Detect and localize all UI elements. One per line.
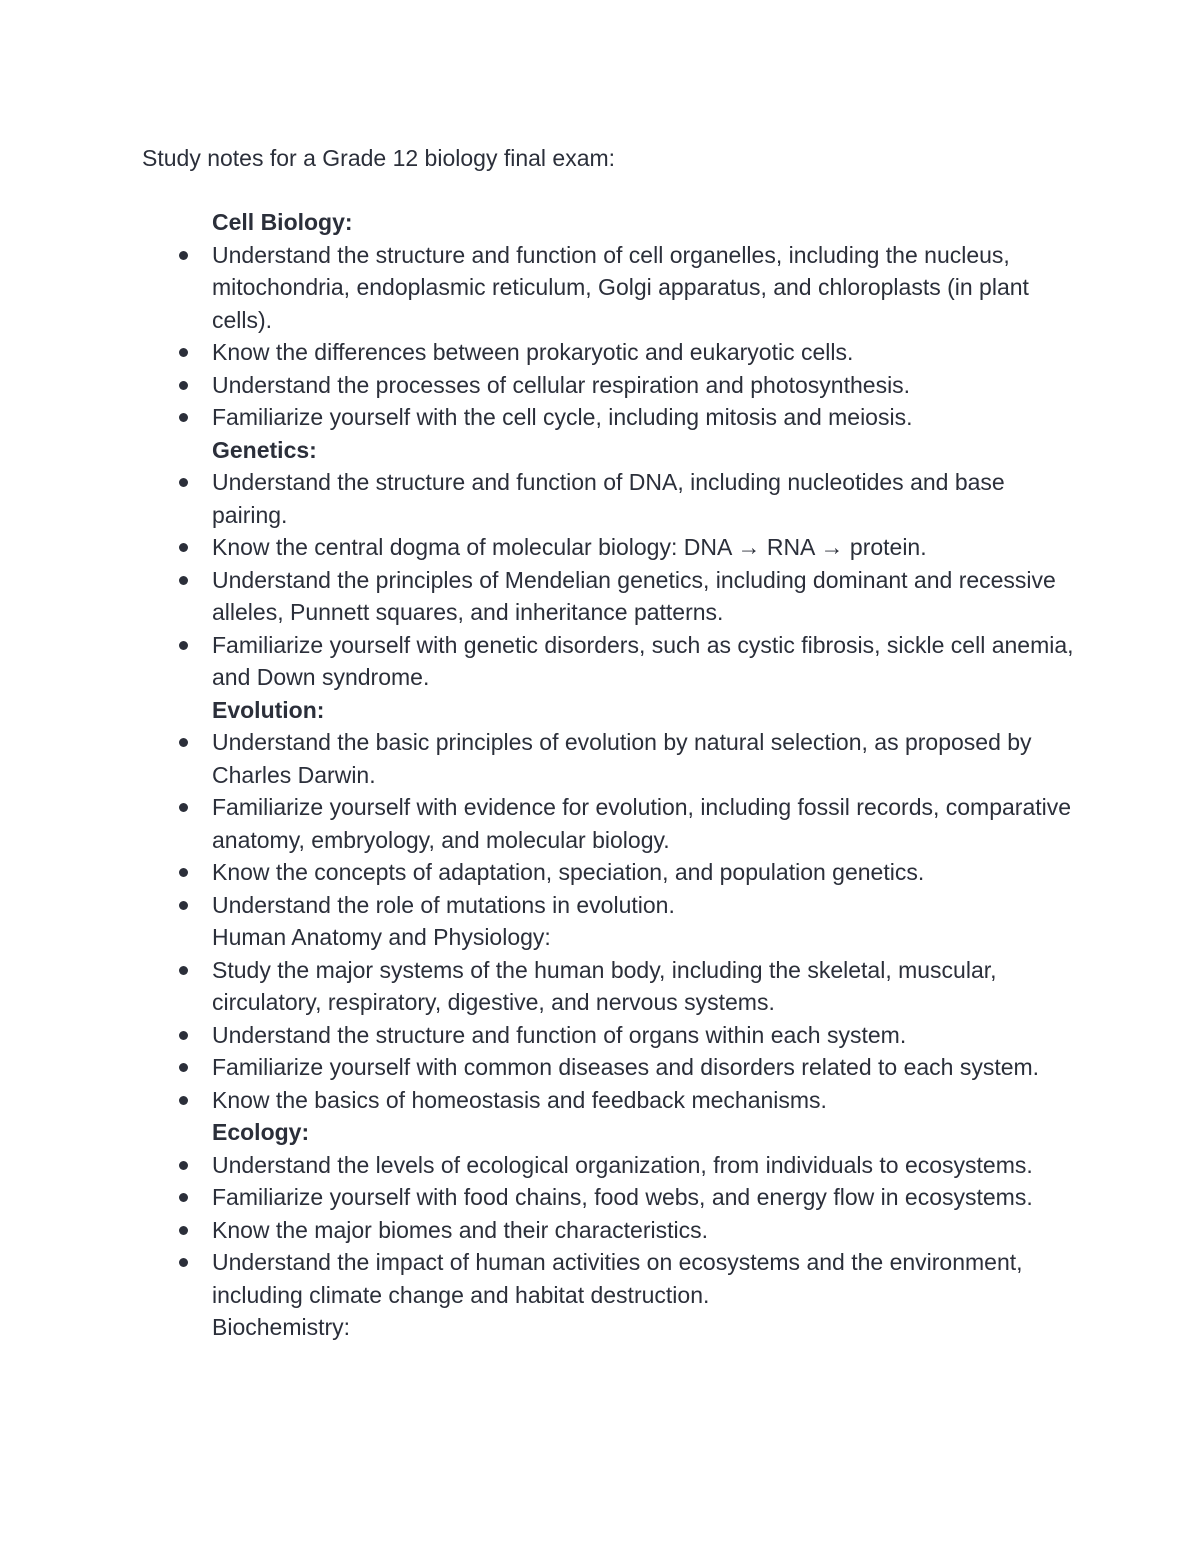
bullet-icon [179, 478, 188, 487]
list-item-text: Familiarize yourself with common diseases and disorders related to each system. [212, 1054, 1040, 1080]
list-item [212, 1051, 1082, 1084]
list-item [212, 1149, 1082, 1182]
list-item-text: Understand the impact of human activities on ecosystems and the environment, including climate change and habitat destruction. [212, 1249, 1023, 1308]
bullet-icon [179, 543, 188, 552]
list-item-text: Understand the structure and function of organs within each system. [212, 1021, 907, 1048]
list-item-text: Understand the levels of ecological organization, from individuals to ecosystems. [212, 1151, 1033, 1178]
list-item-text: Know the major biomes and their characteristics. [212, 1216, 708, 1243]
section-heading: Evolution: [212, 696, 325, 723]
list-item-text: Know the central dogma of molecular biology: DNA → RNA → protein. [212, 534, 927, 560]
list-item-text: Familiarize yourself with food chains, food webs, and energy flow in ecosystems. [212, 1184, 1033, 1210]
bullet-icon [179, 1226, 188, 1235]
bullet-list [212, 726, 1082, 921]
bullet-icon [179, 901, 188, 910]
bullet-icon [179, 576, 188, 585]
list-item [212, 1019, 1082, 1052]
list-item-text: Know the differences between prokaryotic and eukaryotic cells. [212, 339, 854, 365]
list-item [212, 369, 1082, 402]
bullet-icon [179, 348, 188, 357]
list-item-text: Know the basics of homeostasis and feedback mechanisms. [212, 1086, 827, 1113]
bullet-list [212, 466, 1082, 694]
bullet-list [212, 954, 1082, 1117]
bullet-icon [179, 1096, 188, 1105]
bullet-icon [179, 381, 188, 390]
bullet-list [212, 239, 1082, 434]
section-heading: Genetics: [212, 436, 317, 463]
list-item [212, 1084, 1082, 1117]
bullet-icon [179, 1161, 188, 1170]
list-item [212, 1181, 1082, 1214]
bullet-list [212, 1149, 1082, 1312]
list-item-text: Familiarize yourself with evidence for evolution, including fossil records, comparative anatomy, embryology, and molecular biology. [212, 794, 1072, 853]
list-item [212, 629, 1082, 694]
list-item [212, 466, 1082, 531]
list-item [212, 564, 1082, 629]
section-heading: Cell Biology: [212, 209, 353, 235]
list-item-text: Familiarize yourself with the cell cycle, including mitosis and meiosis. [212, 404, 913, 430]
bullet-icon [179, 803, 188, 812]
list-item [212, 239, 1082, 337]
list-item-text: Understand the processes of cellular respiration and photosynthesis. [212, 371, 911, 398]
bullet-icon [179, 413, 188, 422]
list-item [212, 1214, 1082, 1247]
bullet-icon [179, 1258, 188, 1267]
list-item-text: Understand the principles of Mendelian genetics, including dominant and recessive alleles, Punnett squares, and inheritance patterns. [212, 566, 1056, 625]
section-heading: Human Anatomy and Physiology: [212, 924, 551, 950]
list-item [212, 954, 1082, 1019]
bullet-icon [179, 738, 188, 747]
bullet-icon [179, 868, 188, 877]
list-item [212, 531, 1082, 564]
list-item [212, 1246, 1082, 1311]
list-item-text: Know the concepts of adaptation, speciation, and population genetics. [212, 859, 925, 885]
list-item [212, 791, 1082, 856]
list-item-text: Understand the role of mutations in evolution. [212, 891, 675, 918]
section-heading: Ecology: [212, 1119, 310, 1145]
list-item-text: Understand the structure and function of DNA, including nucleotides and base pairing. [212, 469, 1005, 528]
list-item-text: Understand the basic principles of evolution by natural selection, as proposed by Charles Darwin. [212, 729, 1032, 788]
bullet-icon [179, 1193, 188, 1202]
bullet-icon [179, 1031, 188, 1040]
list-item-text: Study the major systems of the human body, including the skeletal, muscular, circulatory, respiratory, digestive, and nervous systems. [212, 956, 997, 1015]
list-item [212, 336, 1082, 369]
list-item [212, 889, 1082, 922]
list-item [212, 856, 1082, 889]
bullet-icon [179, 966, 188, 975]
list-item-text: Familiarize yourself with genetic disorders, such as cystic fibrosis, sickle cell anemia, and Down syndrome. [212, 631, 1074, 690]
list-item [212, 726, 1082, 791]
document-intro: Study notes for a Grade 12 biology final exam: [142, 145, 616, 171]
bullet-icon [179, 251, 188, 260]
notes-content [212, 206, 1082, 1344]
list-item-text: Understand the structure and function of cell organelles, including the nucleus, mitochondria, endoplasmic reticulum, Golgi apparatus, and chloroplasts (in plant cells). [212, 241, 1029, 333]
section-heading: Biochemistry: [212, 1314, 351, 1340]
bullet-icon [179, 641, 188, 650]
list-item [212, 401, 1082, 434]
bullet-icon [179, 1063, 188, 1072]
